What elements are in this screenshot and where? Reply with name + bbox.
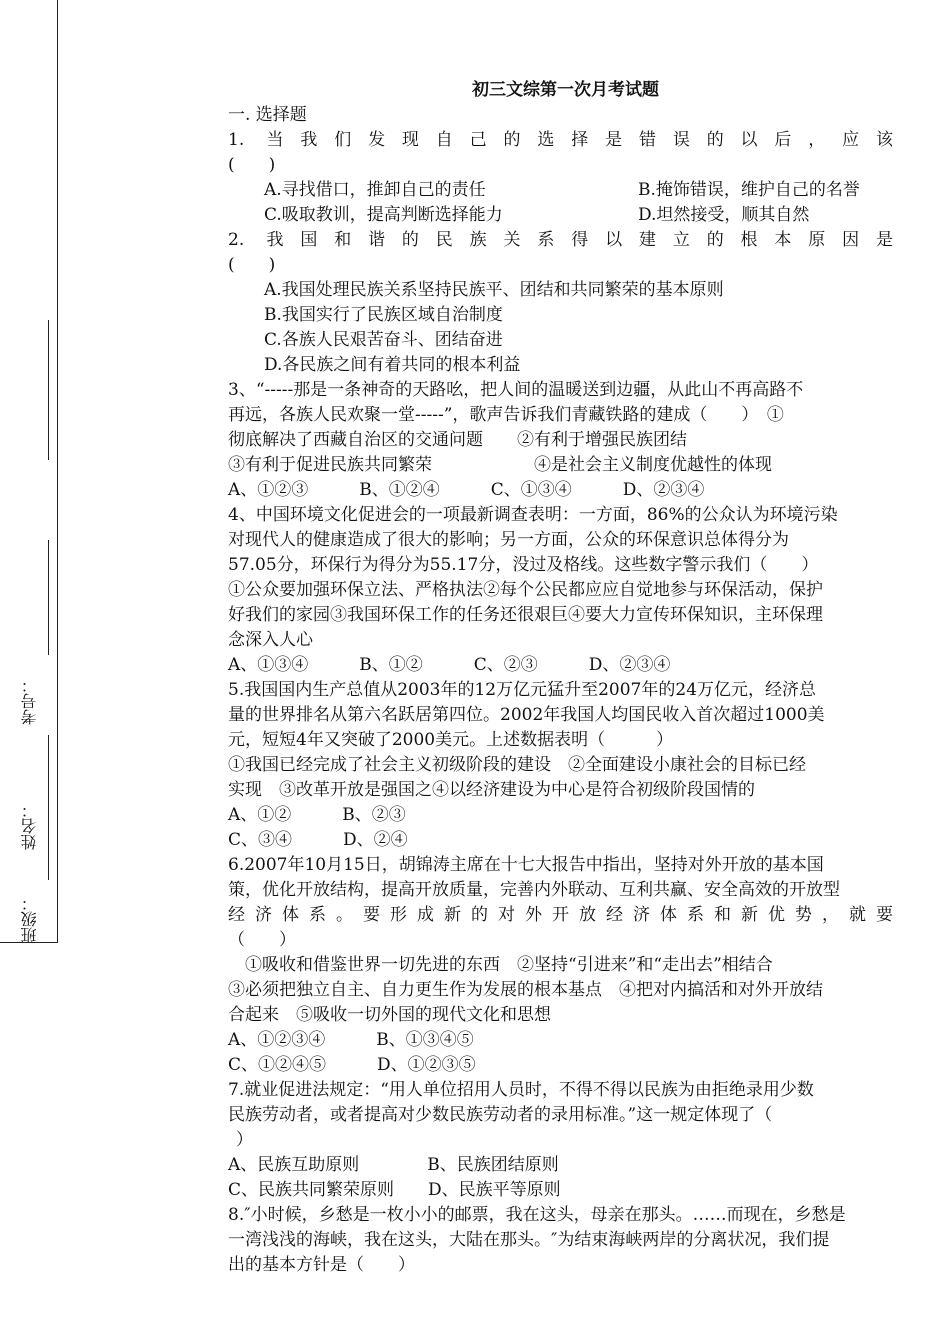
option-row[interactable]: A、①③④ B、①② C、②③ D、②③④	[228, 655, 671, 675]
question-text: 念深入人心	[228, 630, 313, 650]
question-text: 好我们的家园③我国环保工作的任务还很艰巨④要大力宣传环保知识，主环保理	[228, 605, 823, 625]
option-row[interactable]: A、①②③ B、①②④ C、①③④ D、②③④	[228, 480, 705, 500]
question-text: ③必须把独立自主、自力更生作为发展的根本基点 ④把对内搞活和对外开放结	[228, 980, 823, 1000]
question-text: 6.2007年10月15日，胡锦涛主席在十七大报告中指出，坚持对外开放的基本国	[228, 855, 824, 875]
option-a[interactable]: A.我国处理民族关系坚持民族平、团结和共同繁荣的基本原则	[264, 280, 724, 300]
exam-number-line[interactable]	[48, 540, 49, 655]
question-text: 5.我国国内生产总值从2003年的12万亿元猛升至2007年的24万亿元，经济总	[228, 680, 817, 700]
question-text: ①吸收和借鉴世界一切先进的东西 ②坚持“引进来”和“走出去”相结合	[228, 955, 773, 975]
question-5	[228, 678, 893, 853]
answer-paren[interactable]: ( )	[228, 155, 276, 175]
question-3	[228, 378, 893, 503]
question-text: ③有利于促进民族共同繁荣 ④是社会主义制度优越性的体现	[228, 455, 772, 475]
question-text: 实现 ③改革开放是强国之④以经济建设为中心是符合初级阶段国情的	[228, 780, 755, 800]
question-text: 策，优化开放结构，提高开放质量，完善内外联动、互利共赢、安全高效的开放型	[228, 880, 840, 900]
name-line[interactable]	[48, 320, 49, 460]
question-text: 57.05分，环保行为得分为55.17分，没过及格线。这些数字警示我们（ ）	[228, 555, 819, 575]
option-c[interactable]: C.吸取教训，提高判断选择能力	[264, 205, 503, 225]
question-1	[228, 128, 893, 228]
question-text: 出的基本方针是（ ）	[228, 1255, 415, 1275]
option-b[interactable]: B.掩饰错误，维护自己的名誉	[638, 180, 860, 200]
question-text: 量的世界排名从第六名跃居第四位。2002年我国人均国民收入首次超过1000美	[228, 705, 825, 725]
option-row[interactable]: C、①②④⑤ D、①②③⑤	[228, 1055, 476, 1075]
question-text: ①公众要加强环保立法、严格执法②每个公民都应应自觉地参与环保活动，保护	[228, 580, 823, 600]
question-text: 一湾浅浅的海峡，我在这头，大陆在那头。″为结束海峡两岸的分离状况，我们提	[228, 1230, 830, 1250]
option-d[interactable]: D.坦然接受，顺其自然	[638, 205, 810, 225]
question-text: 经济体系。要形成新的对外开放经济体系和新优势，就要	[228, 905, 893, 925]
question-2	[228, 228, 893, 378]
option-row[interactable]: C、民族共同繁荣原则 D、民族平等原则	[228, 1180, 561, 1200]
name-label: 姓名：	[20, 802, 39, 850]
answer-paren[interactable]: （ ）	[228, 930, 296, 950]
exam-title: 初三文综第一次月考试题	[472, 80, 659, 100]
option-row	[228, 178, 893, 203]
option-row[interactable]: C、③④ D、②④	[228, 830, 408, 850]
question-text: 8.″小时候，乡愁是一枚小小的邮票，我在这头，母亲在那头。……而现在，乡愁是	[228, 1205, 846, 1225]
question-6	[228, 853, 893, 1078]
option-row[interactable]: A、民族互助原则 B、民族团结原则	[228, 1155, 559, 1175]
question-stem: 1. 当我们发现自己的选择是错误的以后，应该	[228, 130, 893, 150]
question-4	[228, 503, 893, 678]
question-text: 7.就业促进法规定：“用人单位招用人员时，不得不得以民族为由拒绝录用少数	[228, 1080, 814, 1100]
question-text: 对现代人的健康造成了很大的影响；另一方面，公众的环保意识总体得分为	[228, 530, 789, 550]
question-text: 再远，各族人民欢聚一堂-----”，歌声告诉我们青藏铁路的建成（ ） ①	[228, 405, 784, 425]
option-a[interactable]: A.寻找借口，推卸自己的责任	[264, 180, 486, 200]
question-text: 民族劳动者，或者提高对少数民族劳动者的录用标准。”这一规定体现了（	[228, 1105, 773, 1125]
question-text: 4、中国环境文化促进会的一项最新调查表明：一方面，86%的公众认为环境污染	[228, 505, 838, 525]
question-text: 元，短短4年又突破了2000美元。上述数据表明（ ）	[228, 730, 674, 750]
class-line[interactable]	[48, 735, 49, 880]
section-heading: 一. 选择题	[228, 105, 307, 125]
option-row	[228, 203, 893, 228]
option-c[interactable]: C.各族人民艰苦奋斗、团结奋进	[264, 330, 503, 350]
question-7	[228, 1078, 893, 1203]
option-d[interactable]: D.各民族之间有着共同的根本利益	[264, 355, 521, 375]
question-8	[228, 1203, 893, 1278]
question-text: 彻底解决了西藏自治区的交通问题 ②有利于增强民族团结	[228, 430, 687, 450]
option-b[interactable]: B.我国实行了民族区域自治制度	[264, 305, 503, 325]
question-text: 合起来 ⑤吸收一切外国的现代文化和思想	[228, 1005, 551, 1025]
answer-paren[interactable]: ( )	[228, 255, 276, 275]
question-text: 3、“-----那是一条神奇的天路吆，把人间的温暖送到边疆，从此山不再高路不	[228, 380, 804, 400]
option-row[interactable]: A、①②③④ B、①③④⑤	[228, 1030, 474, 1050]
question-stem: 2. 我国和谐的民族关系得以建立的根本原因是	[228, 230, 893, 250]
option-row[interactable]: A、①② B、②③	[228, 805, 406, 825]
exam-page	[228, 78, 893, 1278]
answer-paren[interactable]: ）	[236, 1130, 253, 1150]
exam-number-label: 考号：	[20, 677, 39, 725]
binding-margin	[0, 0, 58, 943]
question-text: ①我国已经完成了社会主义初级阶段的建设 ②全面建设小康社会的目标已经	[228, 755, 806, 775]
class-label: 班级：	[20, 895, 39, 943]
